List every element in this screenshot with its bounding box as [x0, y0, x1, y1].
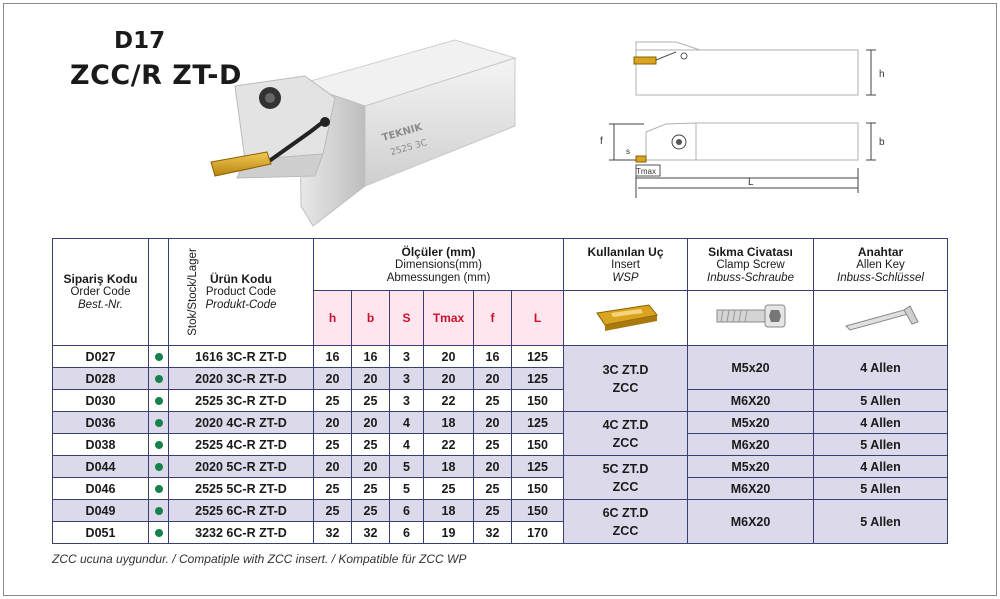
dim-h-cell: 20: [314, 368, 352, 390]
stock-indicator: [149, 390, 169, 412]
order-code-cell: D051: [53, 522, 149, 544]
dim-f-cell: 20: [474, 368, 512, 390]
dim-tmax-cell: 18: [424, 500, 474, 522]
insert-group-cell: 4C ZT.D ZCC: [564, 412, 688, 456]
dim-h-cell: 25: [314, 500, 352, 522]
dim-col-f: f: [474, 291, 512, 346]
allen-key-cell: 4 Allen: [814, 456, 948, 478]
product-code-cell: 2020 5C-R ZT-D: [169, 456, 314, 478]
dim-l-cell: 150: [512, 500, 564, 522]
order-code-cell: D044: [53, 456, 149, 478]
insert-header: Kullanılan Uç Insert WSP: [564, 239, 688, 291]
table-row: [53, 390, 948, 412]
allen-key-image: [814, 291, 948, 346]
dim-f-cell: 25: [474, 478, 512, 500]
brand-engraving: TEKNIK: [380, 121, 424, 144]
dim-col-b: b: [352, 291, 390, 346]
table-row: [53, 346, 948, 368]
dim-b-cell: 25: [352, 478, 390, 500]
clamp-screw-cell: M6x20: [688, 434, 814, 456]
allen-key-cell: 5 Allen: [814, 434, 948, 456]
dim-b-cell: 16: [352, 346, 390, 368]
dim-h-cell: 20: [314, 412, 352, 434]
marking-engraving: 2525 3C: [389, 138, 429, 159]
dim-l-cell: 150: [512, 478, 564, 500]
dim-label-l: L: [748, 177, 754, 188]
order-code-cell: D030: [53, 390, 149, 412]
dim-l-cell: 150: [512, 434, 564, 456]
dim-tmax-cell: 20: [424, 346, 474, 368]
allen-key-cell: 4 Allen: [814, 412, 948, 434]
clamp-screw-cell: M5x20: [688, 346, 814, 390]
dim-tmax-cell: 22: [424, 434, 474, 456]
dim-b-cell: 20: [352, 412, 390, 434]
dim-f-cell: 20: [474, 456, 512, 478]
clamp-screw-header: Sıkma Civatası Clamp Screw Inbuss-Schraube: [688, 239, 814, 291]
clamp-screw-cell: M6X20: [688, 390, 814, 412]
dim-h-cell: 32: [314, 522, 352, 544]
order-code-cell: D036: [53, 412, 149, 434]
dim-b-cell: 25: [352, 434, 390, 456]
dim-l-cell: 150: [512, 390, 564, 412]
product-code-cell: 3232 6C-R ZT-D: [169, 522, 314, 544]
dim-f-cell: 32: [474, 522, 512, 544]
order-code-cell: D038: [53, 434, 149, 456]
dim-s-cell: 6: [390, 522, 424, 544]
dim-col-h: h: [314, 291, 352, 346]
product-code-cell: 1616 3C-R ZT-D: [169, 346, 314, 368]
clamp-screw-cell: M6X20: [688, 478, 814, 500]
dim-label-b: b: [879, 137, 885, 148]
dim-label-h: h: [879, 69, 885, 80]
dim-col-s: S: [390, 291, 424, 346]
dim-col-l: L: [512, 291, 564, 346]
order-code-cell: D049: [53, 500, 149, 522]
dim-f-cell: 25: [474, 390, 512, 412]
allen-key-cell: 4 Allen: [814, 346, 948, 390]
product-code-cell: 2525 5C-R ZT-D: [169, 478, 314, 500]
product-code-cell: 2525 3C-R ZT-D: [169, 390, 314, 412]
clamp-screw-cell: M6X20: [688, 500, 814, 544]
product-code-cell: 2525 4C-R ZT-D: [169, 434, 314, 456]
product-code-cell: 2525 6C-R ZT-D: [169, 500, 314, 522]
order-code-cell: D046: [53, 478, 149, 500]
specification-table: [52, 238, 948, 544]
dim-s-cell: 4: [390, 412, 424, 434]
dim-label-s: s: [626, 147, 630, 156]
dimensions-header: Ölçüler (mm) Dimensions(mm) Abmessungen (mm): [314, 239, 564, 291]
insert-group-cell: 5C ZT.D ZCC: [564, 456, 688, 500]
dim-tmax-cell: 22: [424, 390, 474, 412]
product-title: ZCC/R ZT-D: [70, 60, 242, 91]
catalog-code: D17: [114, 28, 166, 54]
dim-s-cell: 4: [390, 434, 424, 456]
dim-tmax-cell: 18: [424, 412, 474, 434]
order-code-header: Sipariş Kodu Order Code Best.-Nr.: [53, 239, 149, 346]
stock-indicator: [149, 478, 169, 500]
tool-holder-image: [205, 36, 525, 236]
dim-s-cell: 3: [390, 390, 424, 412]
dim-b-cell: 20: [352, 368, 390, 390]
clamp-screw-cell: M5x20: [688, 412, 814, 434]
dim-col-tmax: Tmax: [424, 291, 474, 346]
stock-indicator: [149, 522, 169, 544]
product-code-header: Ürün Kodu Product Code Produkt-Code: [169, 239, 314, 346]
technical-drawing: [596, 28, 896, 208]
dim-h-cell: 20: [314, 456, 352, 478]
dim-l-cell: 170: [512, 522, 564, 544]
dim-h-cell: 16: [314, 346, 352, 368]
dim-s-cell: 5: [390, 456, 424, 478]
clamp-screw-cell: M5x20: [688, 456, 814, 478]
product-code-cell: 2020 4C-R ZT-D: [169, 412, 314, 434]
dim-f-cell: 16: [474, 346, 512, 368]
stock-indicator: [149, 412, 169, 434]
table-row: [53, 434, 948, 456]
table-row: [53, 500, 948, 522]
table-row: [53, 478, 948, 500]
stock-indicator: [149, 346, 169, 368]
dim-h-cell: 25: [314, 478, 352, 500]
dim-f-cell: 25: [474, 434, 512, 456]
dim-label-f: f: [600, 136, 603, 147]
dim-b-cell: 20: [352, 456, 390, 478]
allen-key-cell: 5 Allen: [814, 390, 948, 412]
insert-group-cell: 6C ZT.D ZCC: [564, 500, 688, 544]
dim-f-cell: 25: [474, 500, 512, 522]
dim-l-cell: 125: [512, 456, 564, 478]
table-row: [53, 412, 948, 434]
allen-key-cell: 5 Allen: [814, 500, 948, 544]
table-row: [53, 456, 948, 478]
allen-key-header: Anahtar Allen Key Inbuss-Schlüssel: [814, 239, 948, 291]
dim-s-cell: 3: [390, 368, 424, 390]
dim-tmax-cell: 25: [424, 478, 474, 500]
dim-b-cell: 25: [352, 500, 390, 522]
clamp-screw-image: [688, 291, 814, 346]
insert-group-cell: 3C ZT.D ZCC: [564, 346, 688, 412]
insert-image: [564, 291, 688, 346]
order-code-cell: D028: [53, 368, 149, 390]
dim-l-cell: 125: [512, 346, 564, 368]
dim-l-cell: 125: [512, 412, 564, 434]
dim-h-cell: 25: [314, 434, 352, 456]
dim-s-cell: 3: [390, 346, 424, 368]
stock-indicator: [149, 500, 169, 522]
dim-tmax-cell: 18: [424, 456, 474, 478]
dim-tmax-cell: 19: [424, 522, 474, 544]
dim-s-cell: 5: [390, 478, 424, 500]
dim-label-tmax: Tmax: [636, 167, 656, 176]
footnote: ZCC ucuna uygundur. / Compatiple with ZCC insert. / Kompatible für ZCC WP: [52, 552, 467, 566]
dim-l-cell: 125: [512, 368, 564, 390]
dim-b-cell: 25: [352, 390, 390, 412]
dim-f-cell: 20: [474, 412, 512, 434]
dim-h-cell: 25: [314, 390, 352, 412]
product-code-cell: 2020 3C-R ZT-D: [169, 368, 314, 390]
dim-b-cell: 32: [352, 522, 390, 544]
allen-key-cell: 5 Allen: [814, 478, 948, 500]
dim-s-cell: 6: [390, 500, 424, 522]
stock-indicator: [149, 434, 169, 456]
stock-indicator: [149, 456, 169, 478]
order-code-cell: D027: [53, 346, 149, 368]
dim-tmax-cell: 20: [424, 368, 474, 390]
stock-indicator: [149, 368, 169, 390]
stock-header: Stok/Stock/Lager: [149, 239, 169, 346]
